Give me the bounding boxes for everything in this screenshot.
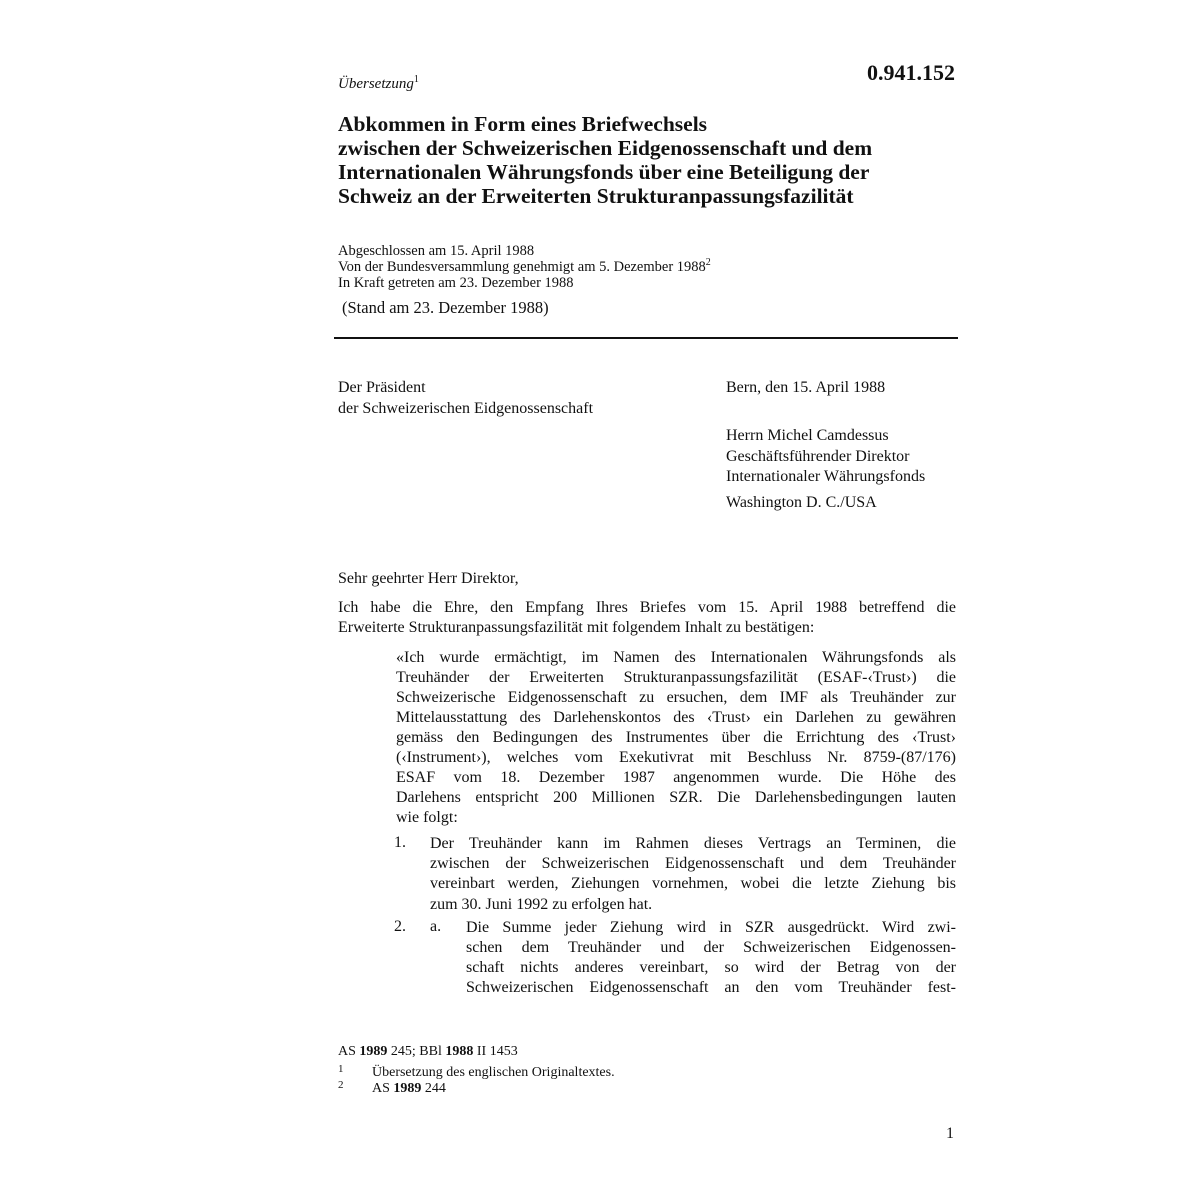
text-line: Mittelausstattung des Darlehenskontos des ‹Trust› ein Darlehen zu gewähren [396, 709, 956, 726]
list-item [430, 834, 956, 915]
title-line: Schweiz an der Erweiterten Strukturanpassungsfazilität [338, 184, 854, 208]
official-reference: AS 1989 245; BBl 1988 II 1453 [338, 1044, 518, 1059]
text-line: Die Summe jeder Ziehung wird in SZR ausgedrückt. Wird zwi- [466, 919, 956, 936]
in-force-date: In Kraft getreten am 23. Dezember 1988 [338, 275, 574, 291]
footnote-text: AS 1989 244 [372, 1081, 446, 1096]
list-item-number: 1. [394, 834, 406, 851]
recipient-line: Geschäftsführender Direktor [726, 447, 910, 465]
text-line: schen dem Treuhänder und der Schweizerischen Eidgenossen- [466, 939, 956, 956]
footnote-number: 2 [338, 1079, 344, 1091]
text-line: zwischen der Schweizerischen Eidgenossenschaft und dem Treuhänder [430, 855, 956, 873]
text-line: schaft nichts anderes vereinbart, so wird der Betrag von der [466, 959, 956, 976]
approved-date: Von der Bundesversammlung genehmigt am 5. Dezember 1988$^2$ [338, 257, 711, 275]
list-item-number: 2. [394, 918, 406, 935]
text-line: Der Treuhänder kann im Rahmen dieses Vertrags an Terminen, die [430, 835, 956, 852]
footnote-text: Übersetzung des englischen Originaltextes. [372, 1065, 615, 1080]
text-line: Schweizerische Eidgenossenschaft zu ersuchen, dem IMF als Treuhänder zur [396, 689, 956, 706]
quoted-letter [396, 648, 956, 828]
salutation: Sehr geehrter Herr Direktor, [338, 570, 519, 587]
text-line: wie folgt: [396, 809, 458, 826]
text-line: Darlehens entspricht 200 Millionen SZR. Die Darlehensbedingungen lauten [396, 789, 956, 806]
title-line: zwischen der Schweizerischen Eidgenossenschaft und dem [338, 136, 873, 160]
letter-place-date: Bern, den 15. April 1988 [726, 379, 886, 396]
recipient-line: Internationaler Währungsfonds [726, 468, 926, 485]
sub-item-letter: a. [430, 918, 442, 935]
text-line: Erweiterte Strukturanpassungsfazilität mit folgendem Inhalt zu bestätigen: [338, 619, 815, 636]
recipient-line: Herrn Michel Camdessus [726, 427, 889, 444]
text-line: «Ich wurde ermächtigt, im Namen des Internationalen Währungsfonds als [396, 649, 956, 666]
text-line: Ich habe die Ehre, den Empfang Ihres Briefes vom 15. April 1988 betreffend die [338, 599, 956, 616]
letter-recipient [726, 426, 925, 488]
sub-item [466, 918, 956, 998]
intro-paragraph [338, 598, 956, 638]
letter-sender [338, 377, 593, 419]
text-line: (‹Instrument›), welches vom Exekutivrat mit Beschluss Nr. 8759-(87/176) [396, 749, 956, 766]
document-title [338, 112, 958, 208]
title-line: Internationalen Währungsfonds über eine Beteiligung der [338, 160, 870, 184]
text-line: Schweizerischen Eidgenossenschaft an den vom Treuhänder fest- [466, 979, 956, 996]
text-line: ESAF vom 18. Dezember 1987 angenommen wurde. Die Höhe des [396, 769, 956, 786]
header-divider [334, 337, 958, 339]
enactment-dates [338, 243, 711, 291]
translation-label: Übersetzung$^1$ [338, 74, 419, 92]
footnote-number: 1 [338, 1063, 344, 1075]
text-line: vereinbart werden, Ziehungen vornehmen, wobei die letzte Ziehung bis [430, 875, 956, 893]
text-line: zum 30. Juni 1992 zu erfolgen hat. [430, 895, 653, 913]
footnote-mark[interactable]: 1 [413, 74, 419, 85]
concluded-date: Abgeschlossen am 15. April 1988 [338, 243, 535, 259]
footnote-mark[interactable]: 2 [705, 257, 711, 269]
sender-line: der Schweizerischen Eidgenossenschaft [338, 400, 594, 417]
status-date: (Stand am 23. Dezember 1988) [342, 298, 549, 317]
sr-number: 0.941.152 [867, 60, 955, 85]
title-line: Abkommen in Form eines Briefwechsels [338, 112, 708, 136]
sender-line: Der Präsident [338, 379, 426, 396]
page-number: 1 [946, 1125, 954, 1142]
text-line: gemäss den Bedingungen des Instrumentes über die Errichtung des ‹Trust› [396, 729, 956, 746]
text-line: Treuhänder der Erweiterten Strukturanpassungsfazilität (ESAF-‹Trust›) die [396, 669, 956, 686]
recipient-city: Washington D. C./USA [726, 494, 877, 511]
